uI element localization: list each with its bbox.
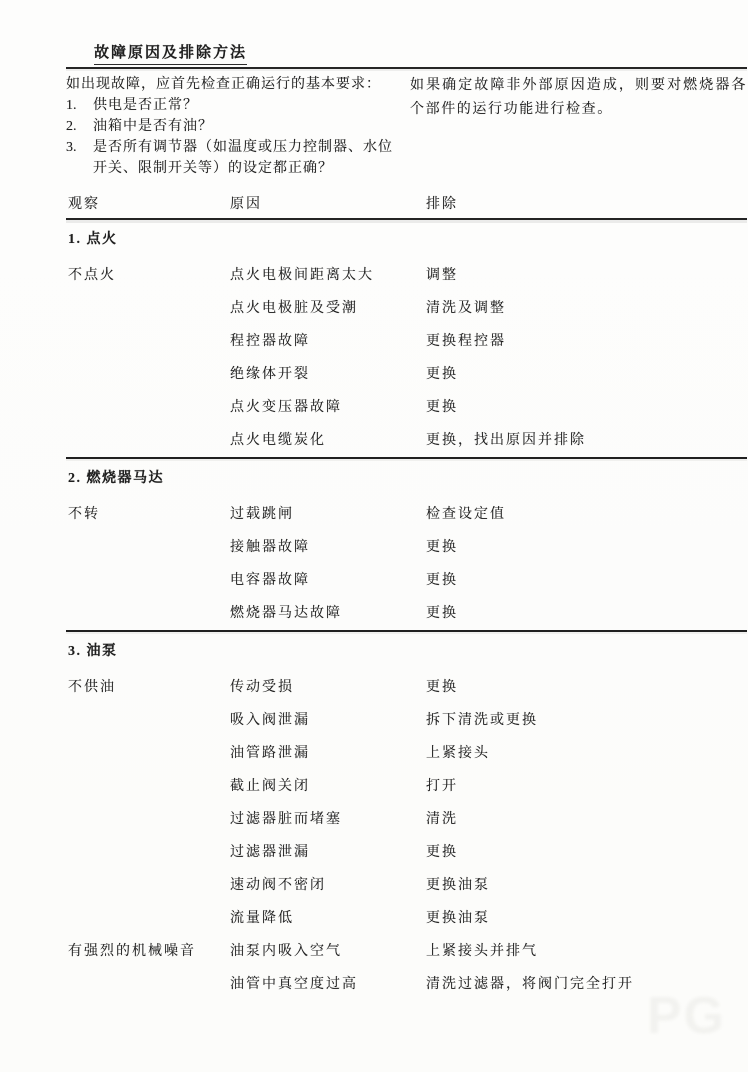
table-row <box>66 746 747 779</box>
remedy-cell: 更换 <box>426 540 458 555</box>
cause-cell: 点火变压器故障 <box>230 400 342 415</box>
observation-cell: 不供油 <box>68 680 116 695</box>
observation-cell <box>68 977 230 1001</box>
observation-cell <box>68 911 230 944</box>
table-row <box>66 845 747 878</box>
observation-cell <box>68 573 230 606</box>
observation-cell <box>68 845 230 878</box>
remedy-cell: 拆下清洗或更换 <box>426 713 538 728</box>
table-section-1 <box>66 220 747 457</box>
table-row <box>66 573 747 606</box>
table-row <box>66 334 747 367</box>
cause-cell: 绝缘体开裂 <box>230 367 310 382</box>
cause-cell: 吸入阀泄漏 <box>230 713 310 728</box>
table-header-observation: 观察 <box>68 197 100 212</box>
table-row <box>66 268 747 301</box>
table-row <box>66 878 747 911</box>
cause-cell: 流量降低 <box>230 911 294 926</box>
table-row <box>66 713 747 746</box>
remedy-cell: 更换 <box>426 367 458 382</box>
table-header-row <box>66 193 747 220</box>
table-row <box>66 301 747 334</box>
document-content <box>66 0 747 1001</box>
section-heading: 2. 燃烧器马达 <box>68 471 164 486</box>
remedy-cell: 上紧接头 <box>426 746 490 761</box>
cause-cell: 电容器故障 <box>230 573 310 588</box>
remedy-cell: 上紧接头并排气 <box>426 944 538 959</box>
title-horizontal-rule <box>66 67 747 69</box>
observation-cell <box>68 540 230 573</box>
table-row <box>66 680 747 713</box>
checklist-text: 是否所有调节器（如温度或压力控制器、水位开关、限制开关等）的设定都正确？ <box>93 140 393 176</box>
observation-cell <box>68 400 230 433</box>
checklist-number: 3. <box>66 140 77 155</box>
cause-cell: 截止阀关闭 <box>230 779 310 794</box>
table-row <box>66 812 747 845</box>
observation-cell <box>68 746 230 779</box>
table-body <box>66 220 747 1001</box>
remedy-cell: 清洗 <box>426 812 458 827</box>
cause-cell: 燃烧器马达故障 <box>230 606 342 621</box>
checklist-item-3 <box>66 137 400 179</box>
table-row <box>66 540 747 573</box>
remedy-cell: 更换 <box>426 573 458 588</box>
remedy-cell: 更换油泵 <box>426 911 490 926</box>
observation-cell: 不转 <box>68 507 100 522</box>
table-row <box>66 779 747 812</box>
cause-cell: 过滤器脏而堵塞 <box>230 812 342 827</box>
observation-cell <box>68 779 230 812</box>
cause-cell: 过滤器泄漏 <box>230 845 310 860</box>
faint-scanner-watermark: PG <box>646 987 726 1045</box>
table-row <box>66 367 747 400</box>
cause-cell: 点火电极脏及受潮 <box>230 301 358 316</box>
cause-cell: 油管中真空度过高 <box>230 977 358 992</box>
remedy-cell: 清洗过滤器，将阀门完全打开 <box>426 977 634 992</box>
observation-cell <box>68 812 230 845</box>
cause-cell: 速动阀不密闭 <box>230 878 326 893</box>
table-row <box>66 944 747 977</box>
table-row <box>66 400 747 433</box>
observation-cell <box>68 433 230 457</box>
observation-cell <box>68 606 230 630</box>
page-title: 故障原因及排除方法 <box>94 41 247 65</box>
cause-cell: 点火电缆炭化 <box>230 433 326 448</box>
observation-cell: 有强烈的机械噪音 <box>68 944 196 959</box>
checklist-text: 供电是否正常？ <box>93 98 198 113</box>
table-row <box>66 911 747 944</box>
table-header-cause: 原因 <box>230 197 262 212</box>
cause-cell: 油泵内吸入空气 <box>230 944 342 959</box>
remedy-cell: 更换，找出原因并排除 <box>426 433 586 448</box>
remedy-cell: 调整 <box>426 268 458 283</box>
checklist-item-2 <box>66 116 400 137</box>
remedy-cell: 检查设定值 <box>426 507 506 522</box>
checklist-number: 1. <box>66 98 77 113</box>
checklist-item-1 <box>66 95 400 116</box>
observation-cell <box>68 334 230 367</box>
remedy-cell: 更换 <box>426 845 458 860</box>
intro-checklist <box>66 95 400 179</box>
remedy-cell: 更换油泵 <box>426 878 490 893</box>
observation-cell <box>68 713 230 746</box>
cause-cell: 传动受损 <box>230 680 294 695</box>
observation-cell <box>68 878 230 911</box>
remedy-cell: 更换程控器 <box>426 334 506 349</box>
cause-cell: 点火电极间距离太大 <box>230 268 374 283</box>
table-section-3 <box>66 630 747 1001</box>
cause-cell: 过载跳闸 <box>230 507 294 522</box>
remedy-cell: 更换 <box>426 680 458 695</box>
remedy-cell: 打开 <box>426 779 458 794</box>
remedy-cell: 更换 <box>426 606 458 621</box>
remedy-cell: 更换 <box>426 400 458 415</box>
observation-cell <box>68 367 230 400</box>
table-section-2 <box>66 457 747 630</box>
table-header-remedy: 排除 <box>426 197 458 212</box>
cause-cell: 油管路泄漏 <box>230 746 310 761</box>
table-row <box>66 977 747 1001</box>
intro-lead-text: 如出现故障，应首先检查正确运行的基本要求： <box>66 77 381 92</box>
section-heading: 1. 点火 <box>68 232 118 247</box>
intro-right-column: 如果确定故障非外部原因造成，则要对燃烧器各个部件的运行功能进行检查。 <box>410 78 747 117</box>
table-row <box>66 507 747 540</box>
observation-cell: 不点火 <box>68 268 116 283</box>
intro-left-column <box>66 74 400 179</box>
intro-section <box>66 74 747 179</box>
section-heading: 3. 油泵 <box>68 644 118 659</box>
checklist-text: 油箱中是否有油？ <box>93 119 213 134</box>
title-row <box>66 0 747 65</box>
table-row <box>66 433 747 457</box>
cause-cell: 程控器故障 <box>230 334 310 349</box>
observation-cell <box>68 301 230 334</box>
remedy-cell: 清洗及调整 <box>426 301 506 316</box>
table-row <box>66 606 747 630</box>
cause-cell: 接触器故障 <box>230 540 310 555</box>
checklist-number: 2. <box>66 119 77 134</box>
